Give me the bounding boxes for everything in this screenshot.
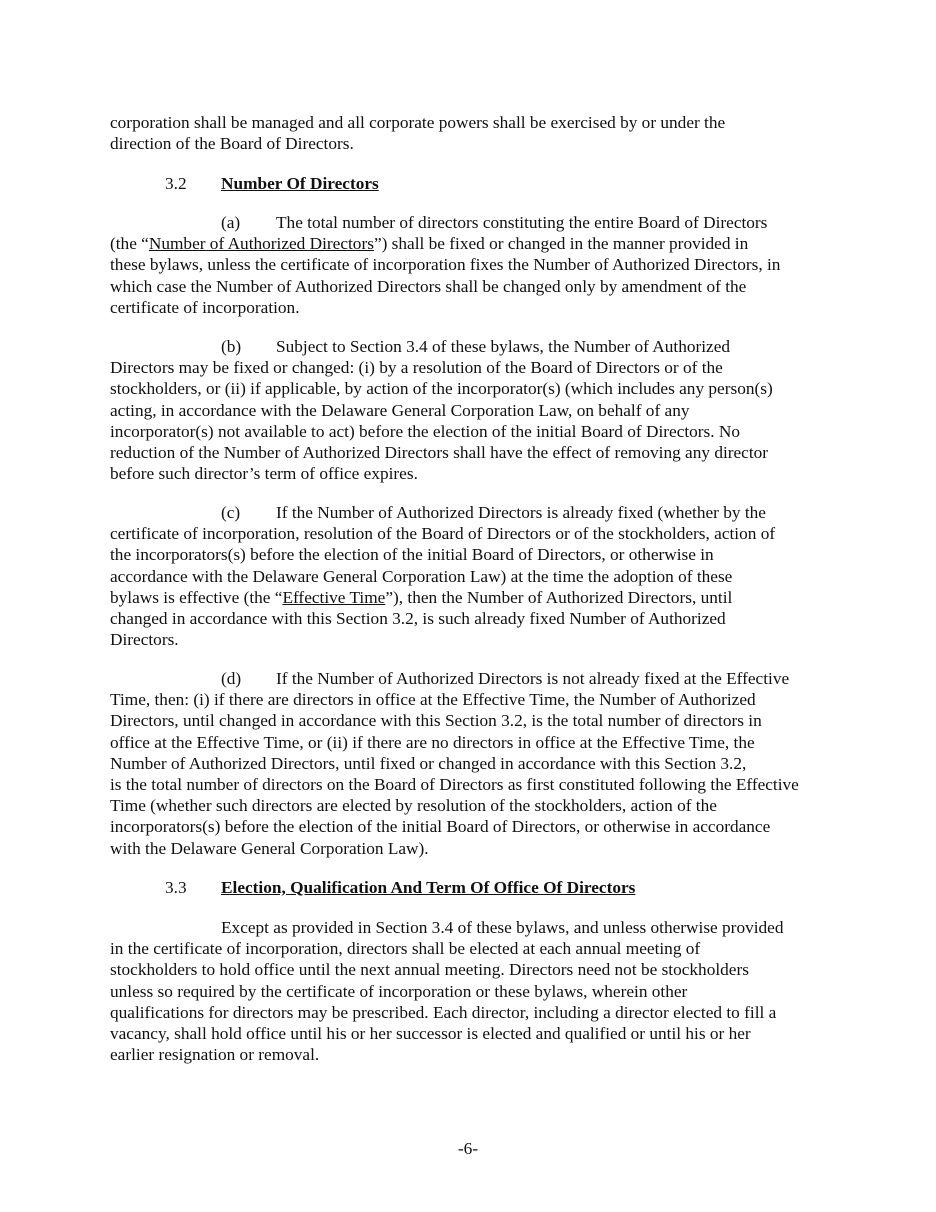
text-line: stockholders, or (ii) if applicable, by action of the incorporator(s) (which includes any person(s) — [110, 379, 773, 399]
page-number: -6- — [457, 1139, 479, 1158]
text-line: unless so required by the certificate of incorporation or these bylaws, wherein other — [110, 981, 688, 1001]
text-line: (the “Number of Authorized Directors”) shall be fixed or changed in the manner provided in — [110, 234, 749, 254]
paragraph-3-3 — [110, 917, 836, 1065]
text-line: Except as provided in Section 3.4 of these bylaws, and unless otherwise provided — [221, 918, 784, 937]
defined-term: Number of Authorized Directors — [148, 234, 374, 254]
paragraph-c — [110, 502, 836, 650]
section-number: 3.3 — [165, 878, 187, 897]
text-line: vacancy, shall hold office until his or her successor is elected and qualified or until his or her — [110, 1024, 751, 1044]
paragraph-label: (b) — [221, 337, 242, 356]
text-line: changed in accordance with this Section 3.2, is such already fixed Number of Authorized — [110, 609, 726, 629]
text-line: direction of the Board of Directors. — [110, 134, 354, 154]
text-line: stockholders to hold office until the next annual meeting. Directors need not be stockholders — [110, 960, 749, 980]
text-line: accordance with the Delaware General Corporation Law) at the time the adoption of these — [110, 566, 733, 586]
text-line: before such director’s term of office expires. — [110, 464, 418, 484]
text-line: certificate of incorporation. — [110, 297, 300, 317]
text-line: (c) If the Number of Authorized Directors is already fixed (whether by the — [221, 503, 766, 522]
text-line: Directors. — [110, 630, 179, 650]
paragraph-b — [110, 336, 836, 484]
section-title: Number Of Directors — [221, 174, 379, 193]
text-line: (a) The total number of directors constituting the entire Board of Directors — [221, 213, 768, 232]
text-line: corporation shall be managed and all corporate powers shall be exercised by or under the — [110, 113, 726, 132]
text-line: is the total number of directors on the Board of Directors as first constituted following the Effective — [110, 775, 799, 795]
text-line: certificate of incorporation, resolution of the Board of Directors or of the stockholders, action of — [110, 524, 776, 544]
text-line: the incorporators(s) before the election of the initial Board of Directors, or otherwise in — [110, 545, 714, 565]
text-line: Directors may be fixed or changed: (i) by a resolution of the Board of Directors or of the — [110, 358, 723, 378]
text-line: bylaws is effective (the “Effective Time”), then the Number of Authorized Directors, until — [110, 587, 733, 607]
text-line: incorporator(s) not available to act) before the election of the initial Board of Directors. No — [110, 421, 741, 441]
text-line: reduction of the Number of Authorized Directors shall have the effect of removing any director — [110, 443, 769, 463]
paragraph-a — [110, 212, 836, 318]
text-line: Number of Authorized Directors, until fixed or changed in accordance with this Section 3.2, — [110, 753, 747, 773]
text-line: acting, in accordance with the Delaware General Corporation Law, on behalf of any — [110, 400, 690, 420]
paragraph-label: (a) — [221, 213, 241, 232]
text-line: earlier resignation or removal. — [110, 1045, 320, 1065]
text-line: qualifications for directors may be prescribed. Each director, including a director elected to fill a — [110, 1002, 777, 1022]
section-title: Election, Qualification And Term Of Office Of Directors — [221, 878, 636, 897]
text-line: office at the Effective Time, or (ii) if there are no directors in office at the Effective Time, the — [110, 732, 755, 752]
intro-paragraph — [110, 112, 836, 154]
text-line: (d) If the Number of Authorized Directors is not already fixed at the Effective — [221, 669, 790, 688]
text-line: these bylaws, unless the certificate of incorporation fixes the Number of Authorized Directors, in — [110, 255, 781, 275]
paragraph-d — [110, 668, 836, 859]
text-line: with the Delaware General Corporation Law). — [110, 838, 429, 858]
text-line: Directors, until changed in accordance with this Section 3.2, is the total number of directors in — [110, 711, 762, 731]
paragraph-label: (c) — [221, 503, 241, 522]
section-number: 3.2 — [165, 174, 187, 193]
defined-term: Effective Time — [282, 587, 386, 607]
text-line: in the certificate of incorporation, directors shall be elected at each annual meeting of — [110, 939, 701, 959]
text-line: (b) Subject to Section 3.4 of these bylaws, the Number of Authorized — [221, 337, 731, 356]
text-line: incorporators(s) before the election of the initial Board of Directors, or otherwise in accordance — [110, 817, 771, 837]
text-line: which case the Number of Authorized Directors shall be changed only by amendment of the — [110, 276, 747, 296]
text-line: Time (whether such directors are elected by resolution of the stockholders, action of the — [110, 796, 717, 816]
paragraph-label: (d) — [221, 669, 242, 688]
text-line: Time, then: (i) if there are directors in office at the Effective Time, the Number of Authorized — [110, 690, 756, 710]
